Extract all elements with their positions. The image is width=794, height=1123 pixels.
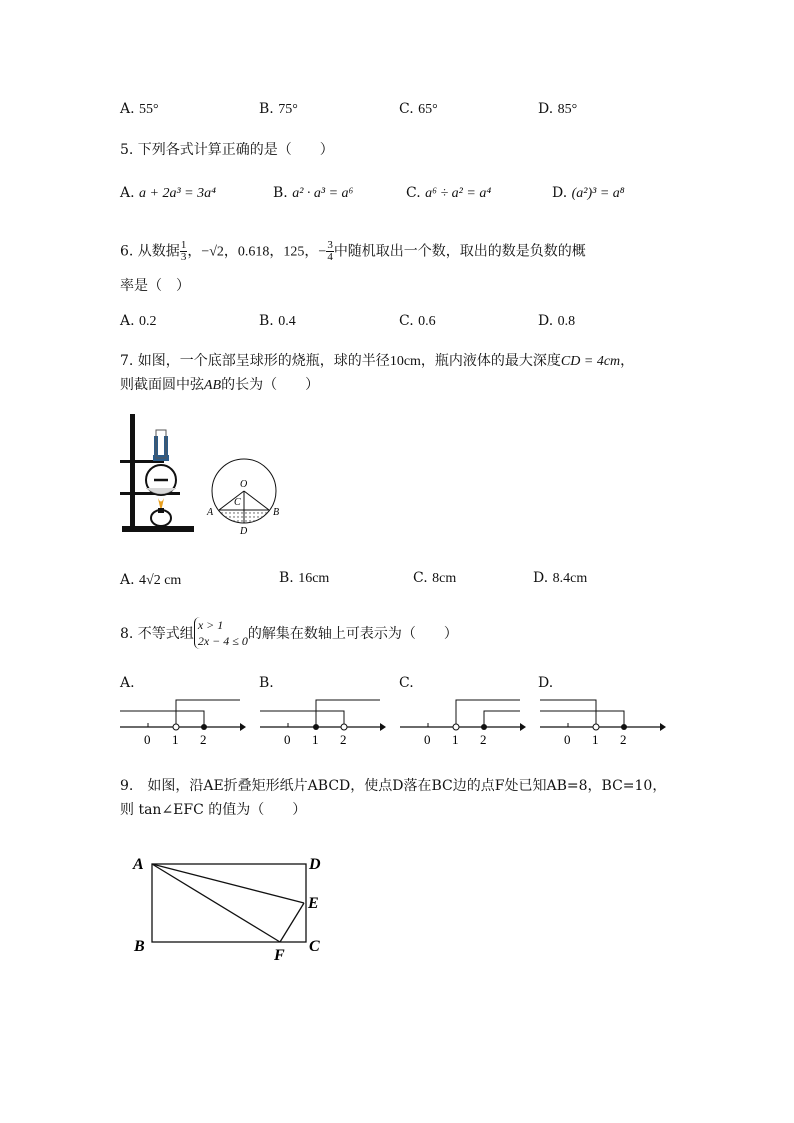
rectangle-abcd: [152, 864, 306, 942]
q9-stem-line1: 9. 如图，沿AE折叠矩形纸片ABCD，使点D落在BC边的点F处已知AB=8，BC=10，: [120, 778, 667, 794]
q7-option-b[interactable]: B. 16cm: [279, 570, 330, 586]
q8-option-d-label[interactable]: D.: [538, 675, 554, 691]
svg-text:0: 0: [144, 732, 151, 747]
q8-option-b-label[interactable]: B.: [259, 675, 274, 691]
svg-text:1: 1: [452, 732, 459, 747]
q4-option-d[interactable]: D. 85°: [538, 101, 578, 117]
svg-text:2: 2: [620, 732, 627, 747]
q8-number-line-a[interactable]: [118, 695, 248, 747]
q6-option-a[interactable]: A. 0.2: [120, 313, 157, 329]
svg-text:2: 2: [200, 732, 207, 747]
label-e: E: [308, 895, 319, 912]
stand-base: [122, 526, 194, 532]
q7-option-d[interactable]: D. 8.4cm: [533, 570, 588, 586]
label-f: F: [274, 947, 285, 964]
label-d: D: [309, 856, 321, 873]
q4-option-c[interactable]: C. 65°: [399, 101, 438, 117]
q5-stem: 5. 下列各式计算正确的是（ ）: [120, 142, 334, 158]
label-c: C: [309, 938, 320, 955]
q6-stem-line2: 率是（ ）: [120, 278, 190, 294]
q7-stem-line2: 则截面圆中弦AB的长为（ ）: [120, 377, 320, 393]
svg-text:0: 0: [564, 732, 571, 747]
svg-text:2: 2: [480, 732, 487, 747]
fold-line-ae: [152, 864, 304, 903]
stand-rod: [130, 414, 135, 530]
q7-option-a[interactable]: A. 4√2 cm: [120, 572, 182, 588]
label-o: O: [240, 479, 248, 490]
label-c: C: [234, 497, 241, 508]
svg-text:1: 1: [172, 732, 179, 747]
q8-number-line-d[interactable]: [538, 695, 668, 747]
q7-option-c[interactable]: C. 8cm: [413, 570, 457, 586]
q8-option-a-label[interactable]: A.: [120, 675, 135, 691]
q6-fraction-three-quarters: $\frac{3}{4}$: [327, 239, 333, 263]
q5-option-d[interactable]: D. (a²)³ = a⁸: [552, 185, 625, 201]
circle-cross-section-figure: [205, 448, 295, 540]
label-a: A: [207, 507, 214, 518]
q4-option-b[interactable]: B. 75°: [259, 101, 298, 117]
q4-option-a[interactable]: A. 55°: [120, 101, 159, 117]
flask-apparatus-figure: [118, 410, 198, 535]
svg-text:1: 1: [312, 732, 319, 747]
q5-option-a[interactable]: A. a + 2a³ = 3a⁴: [120, 185, 216, 201]
q6-option-d[interactable]: D. 0.8: [538, 313, 576, 329]
svg-text:0: 0: [424, 732, 431, 747]
label-b: B: [134, 938, 145, 955]
q6-option-c[interactable]: C. 0.6: [399, 313, 436, 329]
segment-af: [152, 864, 280, 942]
q6-option-b[interactable]: B. 0.4: [259, 313, 296, 329]
q9-stem-line2: 则 tan∠EFC 的值为（ ）: [120, 802, 307, 818]
q6-stem-line1: 6. 从数据 $\frac{1}{3}$ ，−√2，0.618，125，− $\frac{3}{4}$ 中随机取出一个数，取出的数是负数的概: [120, 239, 586, 263]
q8-option-c-label[interactable]: C.: [399, 675, 414, 691]
q5-option-b[interactable]: B. a² · a³ = a⁶: [273, 185, 354, 201]
svg-text:0: 0: [284, 732, 291, 747]
liquid-segment: [205, 510, 295, 530]
q7-stem-line1: 7. 如图，一个底部呈球形的烧瓶，球的半径10cm，瓶内液体的最大深度CD = 4cm，: [120, 353, 635, 369]
q8-number-line-b[interactable]: [258, 695, 388, 747]
svg-text:1: 1: [592, 732, 599, 747]
folded-rectangle-figure: [128, 848, 328, 966]
segment-ef: [280, 903, 304, 942]
q5-option-c[interactable]: C. a⁶ ÷ a² = a⁴: [406, 185, 492, 201]
label-a: A: [133, 856, 144, 873]
inequality-system: x > 1 2x − 4 ≤ 0: [194, 617, 248, 649]
q8-number-line-c[interactable]: [398, 695, 528, 747]
label-d: D: [240, 526, 248, 537]
q8-stem: 8. 不等式组 x > 1 2x − 4 ≤ 0 的解集在数轴上可表示为（ ）: [120, 618, 458, 648]
label-b: B: [273, 507, 280, 518]
svg-text:2: 2: [340, 732, 347, 747]
q6-fraction-one-third: $\frac{1}{3}$: [180, 239, 187, 263]
